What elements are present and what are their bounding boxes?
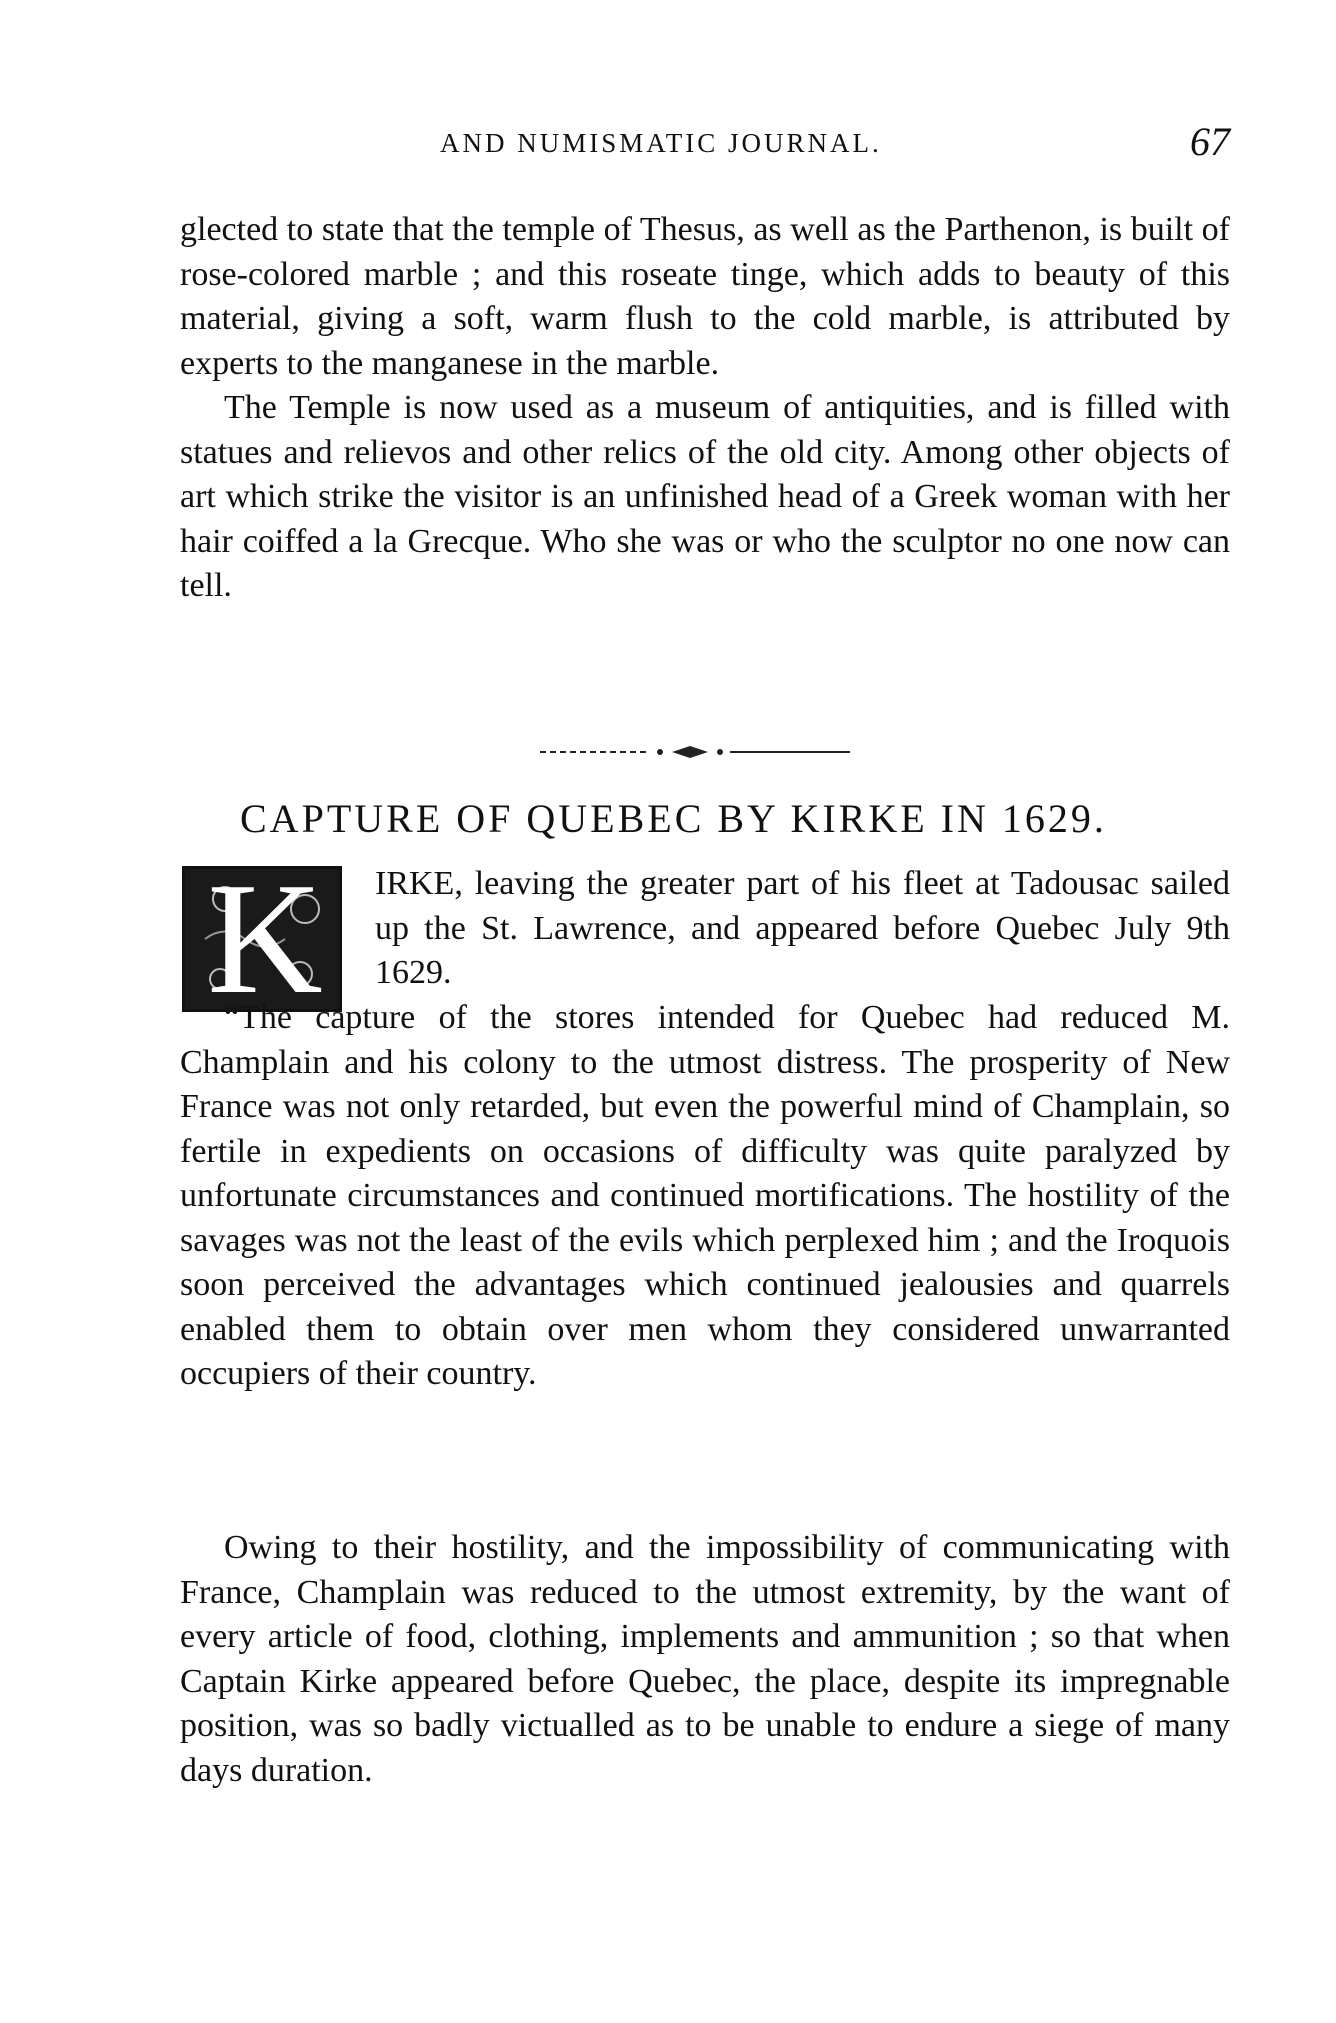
dropcap-letter: K	[207, 849, 323, 1027]
hostility-passage	[180, 1526, 1230, 1793]
decorated-initial	[182, 849, 342, 1027]
paragraph-hostility: Owing to their hostility, and the impossibility of communicating with France, Champlain was reduced to the utmost extremity, by the want of every article of food, clothing, implements and ammunition ; so that when Captain Kirke appeared before Quebec, the place, despite its impregnable position, was so badly victualled as to be unable to endure a siege of many days duration.	[180, 1529, 1230, 1789]
paragraph-continued: glected to state that the temple of Thesus, as well as the Parthenon, is built of rose-colored marble ; and this roseate tinge, which adds to beauty of this material, giving a soft, warm flush to the cold marble, is attributed by experts to the manganese in the marble.	[180, 211, 1230, 382]
quoted-passage	[180, 996, 1230, 1397]
page-header	[180, 119, 1230, 178]
intro-text	[180, 208, 1230, 609]
dropcap-paragraph	[375, 862, 1230, 996]
paragraph-capture: “The capture of the stores intended for Quebec had reduced M. Champlain and his colony to the utmost distress. The prosperity of New France was not only retarded, but even the powerful mind of Champlain, so fertile in expedients on occasions of difficulty was quite paralyzed by unfortunate circumstances and continued mortifications. The hostility of the savages was not the least of the evils which perplexed him ; and the Iroquois soon perceived the advantages which continued jealousies and quarrels enabled them to obtain over men whom they considered unwarranted occupiers of their country.	[180, 999, 1230, 1392]
section-title: CAPTURE OF QUEBEC BY KIRKE IN 1629.	[240, 796, 1107, 841]
page-number: 67	[1190, 119, 1230, 164]
opening-paragraph: IRKE, leaving the greater part of his fleet at Tadousac sailed up the St. Lawrence, and appeared before Quebec July 9th 1629.	[375, 865, 1230, 991]
section-divider-ornament	[540, 742, 850, 762]
paragraph-temple: The Temple is now used as a museum of antiquities, and is filled with statues and relievos and other relics of the old city. Among other objects of art which strike the visitor is an unfinished head of a Greek woman with her hair coiffed a la Grecque. Who she was or who the sculptor no one now can tell.	[180, 389, 1230, 604]
running-head: AND NUMISMATIC JOURNAL.	[440, 128, 882, 158]
